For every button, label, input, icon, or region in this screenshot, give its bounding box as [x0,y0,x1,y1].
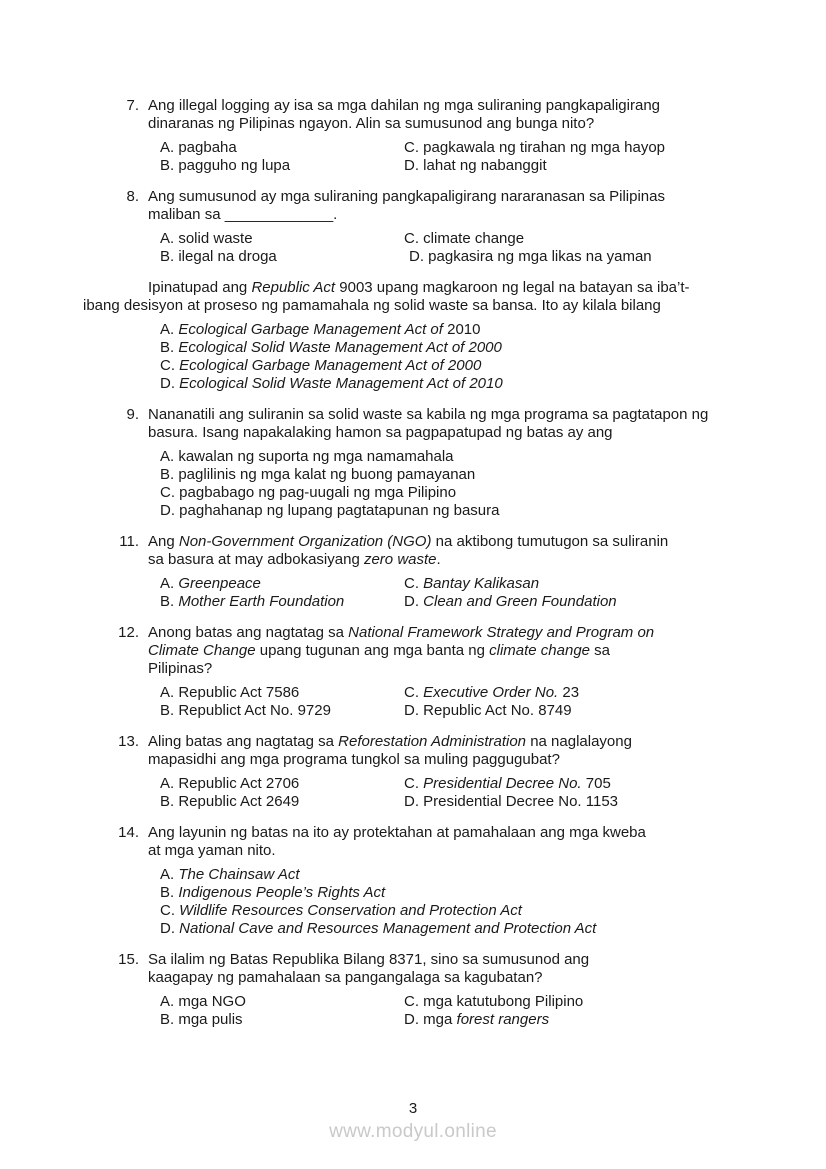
italic-text: Greenpeace [178,575,261,592]
italic-text: Wildlife Resources Conservation and Protection Act [179,902,522,919]
text: kawalan ng suporta ng mga namamahala [178,448,454,465]
option-c [404,230,665,248]
option-label: A. [160,775,179,792]
text: kaagapay ng pamahalaan sa pangangalaga sa kagubatan? [148,969,543,986]
italic-text: Ecological Garbage Management Act of [178,321,443,338]
option-label: B. [160,466,179,483]
text: solid waste [178,230,253,247]
text: 23 [558,684,580,701]
option-d [160,502,708,520]
text: Aling batas ang nagtatag sa [148,733,339,750]
option-label: D. [404,1011,424,1028]
questions-area [0,97,826,1042]
text: sa [590,642,611,659]
stem-line [148,206,665,224]
question-stem [148,533,668,569]
italic-text: Bantay Kalikasan [423,575,540,592]
option-c [160,484,708,502]
question-stem [148,624,654,678]
text: pagkasira ng mga likas na yaman [428,248,652,265]
options-group [160,993,589,1029]
options-group [160,575,668,611]
stem-line [148,642,654,660]
text: Anong batas ang nagtatag sa [148,624,349,641]
text: Ang layunin ng batas na ito ay protektahan at pamahalaan ang mga kweba [148,824,646,841]
text: na aktibong tumutugon sa suliranin [431,533,669,550]
option-b [160,466,708,484]
text: Republict Act No. 9729 [178,702,331,719]
text: mapasidhi ang mga programa tungkol sa muling paggugubat? [148,751,560,768]
option-label: D. [404,793,424,810]
option-c [404,993,589,1011]
question-body [148,733,632,811]
italic-text: zero waste [363,551,437,568]
options-group [160,139,665,175]
text: paghahanap ng lupang pagtatapunan ng basura [179,502,500,519]
option-label: A. [160,993,179,1010]
italic-text: forest rangers [456,1011,550,1028]
option-d [404,157,665,175]
option-label: C. [404,575,424,592]
option-a [160,321,826,339]
stem-line [148,188,665,206]
option-b [160,702,404,720]
question-body [148,951,589,1029]
text: mga pulis [178,1011,243,1028]
option-b [160,884,646,902]
option-a [160,575,404,593]
text: Ipinatupad ang [148,279,252,296]
stem-line [83,297,826,315]
option-b [160,339,826,357]
stem-line [148,951,589,969]
question-block [0,824,826,938]
question-block [0,188,826,266]
text: ilegal na droga [178,248,277,265]
italic-text: Non-Government Organization (NGO) [178,533,432,550]
text: Sa ilalim ng Batas Republika Bilang 8371, sino sa sumusunod ang [148,951,590,968]
question-number: 9. [126,406,139,423]
question-block [0,406,826,520]
question-stem [83,279,826,315]
text: . [436,551,441,568]
italic-text: Reforestation Administration [338,733,527,750]
stem-line [148,751,632,769]
question-body [148,188,665,266]
option-label: B. [160,884,179,901]
option-label: C. [404,775,424,792]
option-b [160,1011,404,1029]
option-d [160,920,646,938]
option-label: A. [160,866,179,883]
page-number: 3 [408,1100,418,1117]
stem-line [148,624,654,642]
option-label: D. [409,248,429,265]
question-number: 15. [118,951,139,968]
option-d [404,793,632,811]
question-body [148,406,708,520]
question-number: 8. [126,188,139,205]
option-d [404,1011,589,1029]
text: Ang illegal logging ay isa sa mga dahilan ng mga suliraning pangkapaligirang [148,97,661,114]
italic-text: National Framework Strategy and Program on [348,624,655,641]
text: Ang [148,533,179,550]
question-stem [148,188,665,224]
option-label: D. [160,502,180,519]
question-stem [148,733,632,769]
intro-paragraph [0,279,826,393]
italic-text: Presidential Decree No. [423,775,582,792]
text: Republic Act 2649 [178,793,300,810]
italic-text: The Chainsaw Act [178,866,300,883]
stem-line [148,424,708,442]
text: na naglalayong [526,733,632,750]
option-label: B. [160,702,179,719]
text: pagbaha [178,139,237,156]
question-block [0,97,826,175]
text: pagkawala ng tirahan ng mga hayop [423,139,666,156]
text: pagbabago ng pag-uugali ng mga Pilipino [179,484,457,501]
italic-text: National Cave and Resources Management and Protection Act [179,920,597,937]
watermark-text: www.modyul.online [329,1121,497,1142]
text: paglilinis ng mga kalat ng buong pamayanan [178,466,476,483]
text: basura. Isang napakalaking hamon sa pagpapatupad ng batas ay ang [148,424,613,441]
italic-text: Republic Act [251,279,336,296]
option-a [160,230,404,248]
text: pagguho ng lupa [178,157,291,174]
option-label: A. [160,321,179,338]
text: 9003 upang magkaroon ng legal na batayan sa iba’t- [335,279,690,296]
stem-line [148,533,668,551]
text: at mga yaman nito. [148,842,276,859]
option-b [160,593,404,611]
text: mga katutubong Pilipino [423,993,584,1010]
question-number: 11. [119,533,139,550]
option-d [160,375,826,393]
option-label: D. [404,702,424,719]
option-label: A. [160,575,179,592]
text: climate change [423,230,525,247]
option-d [404,593,668,611]
text: Nananatili ang suliranin sa solid waste sa kabila ng mga programa sa pagtatapon ng [148,406,709,423]
option-a [160,139,404,157]
option-a [160,866,646,884]
question-number: 14. [118,824,139,841]
question-number: 7. [126,97,139,114]
option-label: C. [160,902,180,919]
italic-text: Clean and Green Foundation [423,593,617,610]
option-label: C. [160,357,180,374]
question-body [148,97,665,175]
option-a [160,684,404,702]
option-label: A. [160,230,179,247]
text: sa basura at may adbokasiyang [148,551,364,568]
option-label: C. [404,139,424,156]
option-b [160,248,404,266]
text: Pilipinas? [148,660,213,677]
question-body [148,533,668,611]
question-stem [148,406,708,442]
option-label: C. [160,484,180,501]
question-stem [148,97,665,133]
options-group [160,775,632,811]
option-label: B. [160,248,179,265]
stem-line [148,115,665,133]
text: mga NGO [178,993,246,1010]
option-label: C. [404,684,424,701]
text: maliban sa _____________. [148,206,338,223]
options-group [160,321,826,393]
option-c [404,684,654,702]
option-label: D. [404,157,424,174]
option-c [160,902,646,920]
options-group [160,684,654,720]
option-label: A. [160,139,179,156]
option-label: A. [160,448,179,465]
stem-line [148,551,668,569]
stem-line [148,406,708,424]
stem-line [148,97,665,115]
stem-line [148,842,646,860]
stem-line [148,733,632,751]
option-label: C. [404,230,424,247]
text: dinaranas ng Pilipinas ngayon. Alin sa sumusunod ang bunga nito? [148,115,595,132]
option-label: B. [160,157,179,174]
italic-text: Indigenous People’s Rights Act [178,884,386,901]
option-b [160,793,404,811]
text: 2010 [442,321,481,338]
option-a [160,993,404,1011]
italic-text: climate change [489,642,591,659]
text: lahat ng nabanggit [423,157,547,174]
question-stem [148,951,589,987]
text: Presidential Decree No. 1153 [423,793,619,810]
option-a [160,448,708,466]
stem-line [148,824,646,842]
option-label: C. [404,993,424,1010]
option-c [404,775,632,793]
option-label: D. [160,920,180,937]
italic-text: Executive Order No. [423,684,559,701]
option-c [404,575,668,593]
question-body [148,624,654,720]
option-label: B. [160,593,179,610]
italic-text: Ecological Solid Waste Management Act of 2010 [179,375,503,392]
text: ibang desisyon at proseso ng pamamahala ng solid waste sa bansa. Ito ay kilala bilang [83,297,661,314]
option-label: D. [404,593,424,610]
option-d [404,248,665,266]
options-group [160,230,665,266]
options-group [160,866,646,938]
stem-line [83,279,826,297]
option-label: D. [160,375,180,392]
stem-line [148,660,654,678]
question-block [0,951,826,1029]
text: Republic Act No. 8749 [423,702,572,719]
text: upang tugunan ang mga banta ng [255,642,490,659]
question-block [0,733,826,811]
question-stem [148,824,646,860]
question-number: 12. [118,624,139,641]
italic-text: Ecological Solid Waste Management Act of 2000 [178,339,502,356]
text: Republic Act 7586 [178,684,300,701]
options-group [160,448,708,520]
text: Ang sumusunod ay mga suliraning pangkapaligirang nararanasan sa Pilipinas [148,188,665,205]
option-label: A. [160,684,179,701]
italic-text: Ecological Garbage Management Act of 2000 [179,357,482,374]
option-c [160,357,826,375]
option-label: B. [160,1011,179,1028]
option-a [160,775,404,793]
option-label: B. [160,793,179,810]
option-c [404,139,665,157]
option-label: B. [160,339,179,356]
question-block [0,624,826,720]
stem-line [148,969,589,987]
text: 705 [581,775,611,792]
question-body [148,824,646,938]
text: Republic Act 2706 [178,775,300,792]
question-block [0,533,826,611]
text: mga [423,1011,457,1028]
question-number: 13. [118,733,139,750]
option-d [404,702,654,720]
option-b [160,157,404,175]
italic-text: Climate Change [148,642,256,659]
italic-text: Mother Earth Foundation [178,593,345,610]
